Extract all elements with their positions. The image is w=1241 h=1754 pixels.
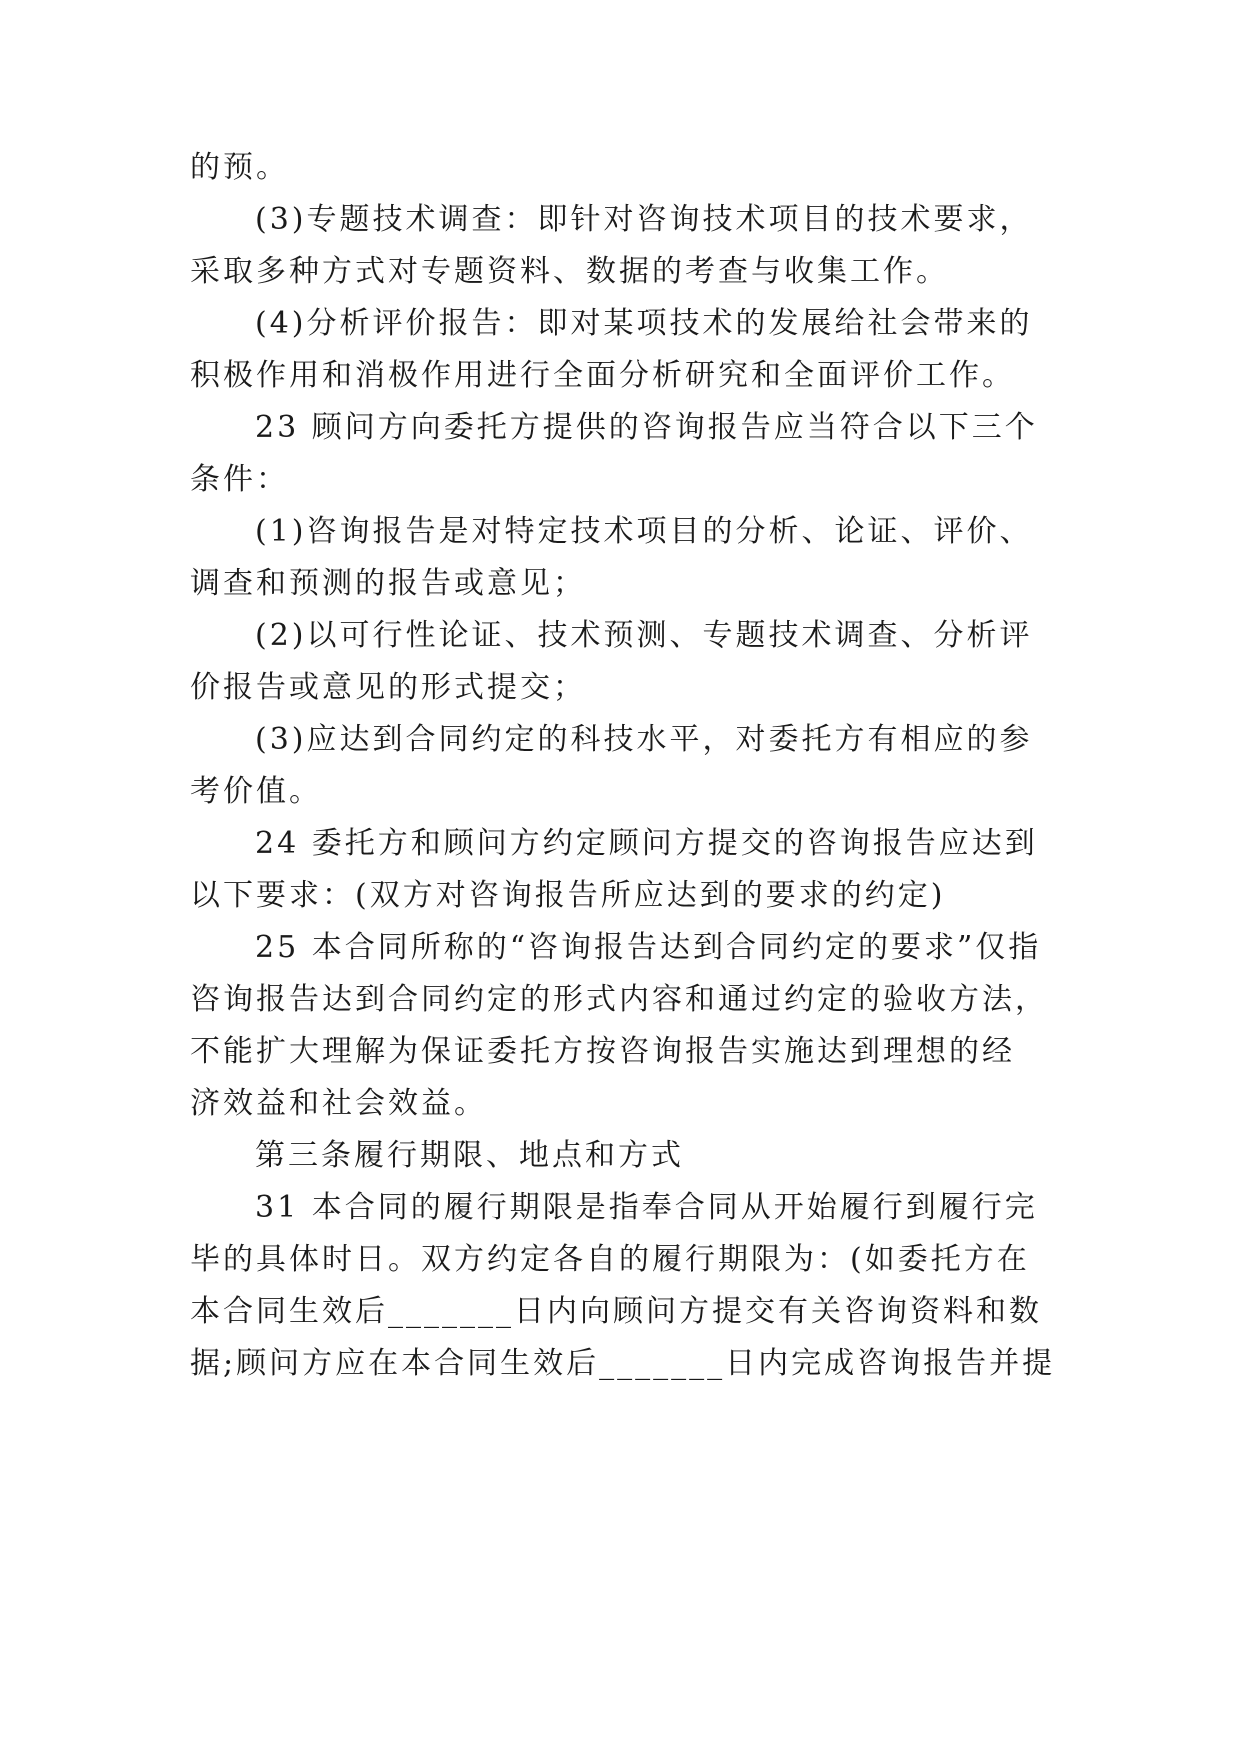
text-line: 毕的具体时日。双方约定各自的履行期限为：(如委托方在 [190, 1242, 1030, 1277]
text-line: 考价值。 [190, 774, 322, 809]
text-line: 的预。 [190, 150, 289, 185]
text-line: 咨询报告达到合同约定的形式内容和通过约定的验收方法， [190, 982, 1048, 1017]
text-line: 24 委托方和顾问方约定顾问方提交的咨询报告应达到 [255, 826, 1038, 861]
text-line: (4)分析评价报告：即对某项技术的发展给社会带来的 [255, 306, 1033, 341]
text-line: 31 本合同的履行期限是指奉合同从开始履行到履行完 [255, 1190, 1038, 1225]
text-line: 以下要求：(双方对咨询报告所应达到的要求的约定) [190, 878, 946, 913]
text-line: 价报告或意见的形式提交； [190, 670, 586, 705]
text-line: 济效益和社会效益。 [190, 1086, 487, 1121]
text-line: (2)以可行性论证、技术预测、专题技术调查、分析评 [255, 618, 1033, 653]
text-line: 采取多种方式对专题资料、数据的考查与收集工作。 [190, 254, 949, 289]
text-line: 条件： [190, 462, 289, 497]
text-line: (3)应达到合同约定的科技水平，对委托方有相应的参 [255, 722, 1033, 757]
text-line: (1)咨询报告是对特定技术项目的分析、论证、评价、 [255, 514, 1033, 549]
text-line: 调查和预测的报告或意见； [190, 566, 586, 601]
text-line: 不能扩大理解为保证委托方按咨询报告实施达到理想的经 [190, 1034, 1015, 1069]
text-line: 25 本合同所称的“咨询报告达到合同约定的要求”仅指 [255, 930, 1042, 965]
text-line: 本合同生效后_______日内向顾问方提交有关咨询资料和数 [190, 1294, 1042, 1329]
text-line: 据;顾问方应在本合同生效后_______日内完成咨询报告并提 [190, 1346, 1056, 1381]
section-heading: 第三条履行期限、地点和方式 [255, 1138, 684, 1173]
text-line: (3)专题技术调查：即针对咨询技术项目的技术要求， [255, 202, 1033, 237]
text-line: 23 顾问方向委托方提供的咨询报告应当符合以下三个 [255, 410, 1038, 445]
text-line: 积极作用和消极作用进行全面分析研究和全面评价工作。 [190, 358, 1015, 393]
